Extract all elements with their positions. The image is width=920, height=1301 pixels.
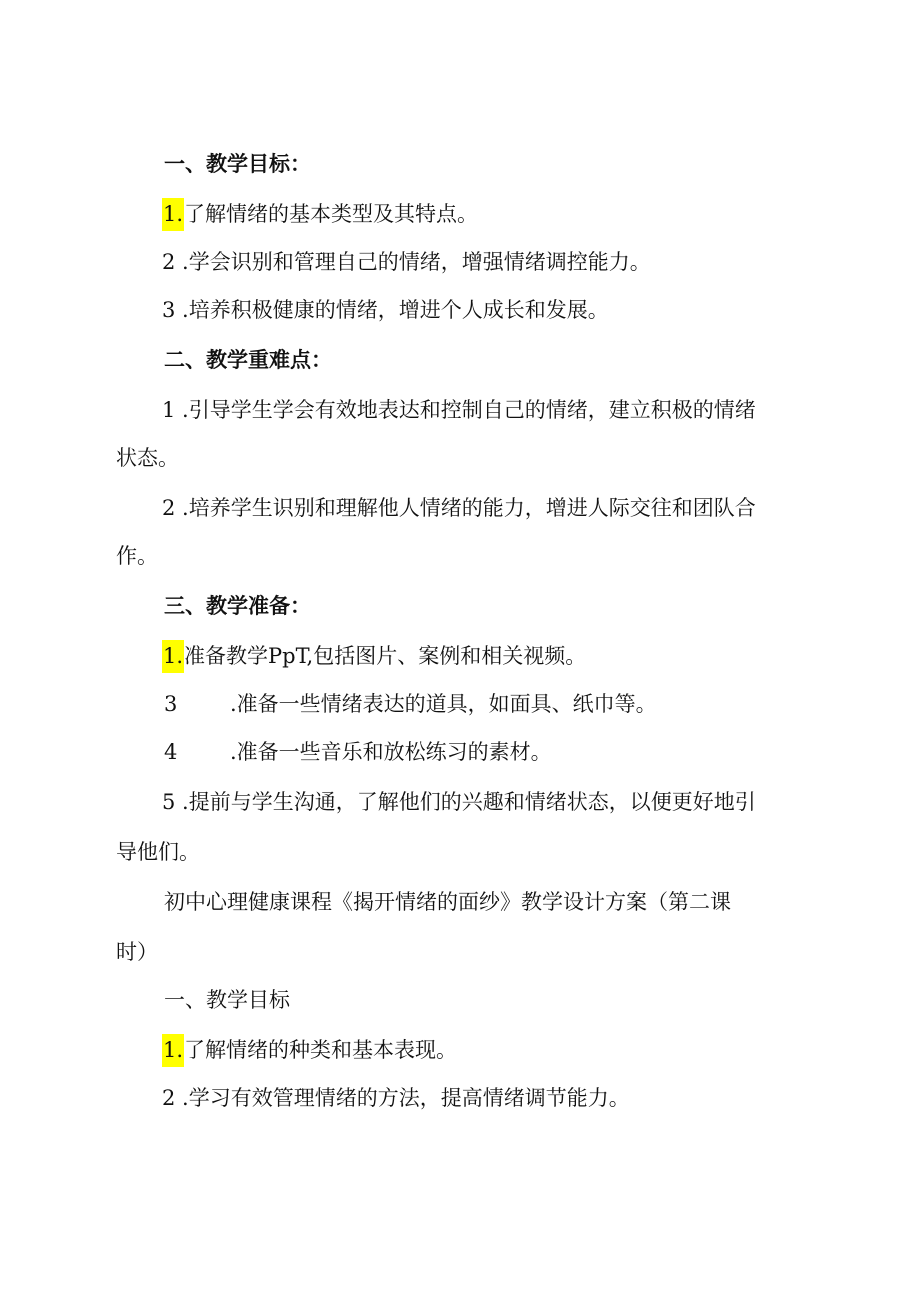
section2-heading: 二、教学重难点： [164,347,332,372]
item-text: 学习有效管理情绪的方法，提高情绪调节能力。 [188,1086,630,1110]
list-item [162,396,756,424]
lesson2-title-continuation: 时） [116,940,158,964]
list-item [162,1084,630,1112]
item-number: 1 . [162,398,189,422]
item-text: 学会识别和管理自己的情绪，增强情绪调控能力。 [188,250,651,274]
list-item [162,494,756,522]
item-number: 1. [162,198,184,231]
item-text: .准备一些情绪表达的道具，如面具、纸巾等。 [230,692,657,716]
item-number: 3 . [162,298,189,322]
list-item [162,198,478,226]
item-number: 1. [162,640,184,673]
list-item [162,296,609,324]
item-text-continuation: 作。 [116,544,158,568]
item-text: 准备教学PpT,包括图片、案例和相关视频。 [184,644,587,668]
list-item [162,640,586,668]
list-item [162,248,651,276]
item-text: .准备一些音乐和放松练习的素材。 [230,740,552,764]
list-item [162,788,756,816]
item-text: 引导学生学会有效地表达和控制自己的情绪，建立积极的情绪 [188,398,756,422]
item-number: 4 [164,740,178,764]
item-number: 1. [162,1034,184,1067]
item-number: 2 . [162,496,189,520]
lesson2-heading: 一、教学目标 [164,988,290,1012]
section1-heading: 一、教学目标： [164,151,311,176]
item-text: 培养积极健康的情绪，增进个人成长和发展。 [188,298,609,322]
item-text: 了解情绪的种类和基本表现。 [184,1038,458,1062]
list-item [164,738,552,766]
section3-heading: 三、教学准备： [164,593,311,618]
item-text: 了解情绪的基本类型及其特点。 [184,202,479,226]
item-number: 3 [164,692,178,716]
item-text: 培养学生识别和理解他人情绪的能力，增进人际交往和团队合 [188,496,756,520]
item-number: 2 . [162,250,189,274]
item-text-continuation: 导他们。 [116,840,200,864]
lesson2-title: 初中心理健康课程《揭开情绪的面纱》教学设计方案（第二课 [164,890,731,914]
item-text: 提前与学生沟通，了解他们的兴趣和情绪状态，以便更好地引 [188,790,756,814]
list-item [162,1034,457,1062]
item-text-continuation: 状态。 [116,446,179,470]
list-item [164,690,657,718]
item-number: 5 . [162,790,189,814]
item-number: 2 . [162,1086,189,1110]
